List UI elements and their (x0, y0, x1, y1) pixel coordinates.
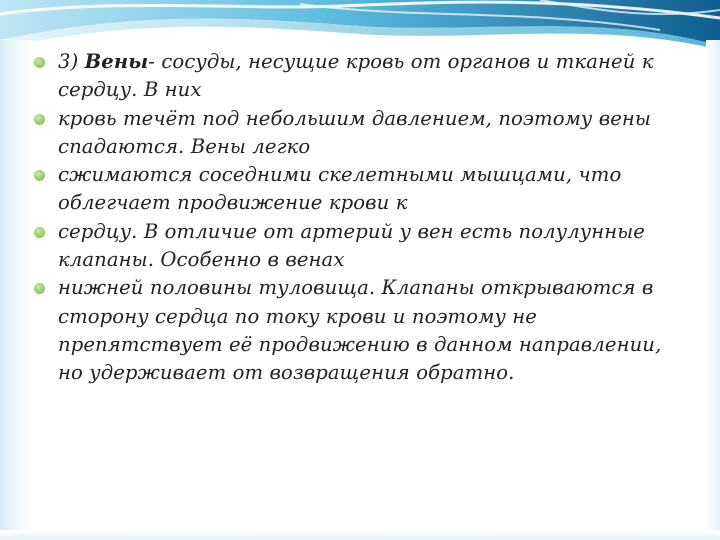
left-edge-shade (0, 40, 34, 540)
bullet-item (30, 218, 678, 275)
bullet-term: Вены (84, 50, 149, 73)
bullet-dot-icon (34, 283, 45, 294)
bullet-item (30, 48, 678, 105)
bullet-lead: 3) (58, 50, 85, 73)
bullet-text: кровь течёт под небольшим давлением, поэтому вены спадаются. Вены легко (58, 106, 651, 158)
bullet-list (30, 48, 678, 388)
right-edge-shade (706, 40, 720, 540)
bottom-edge-shade (0, 530, 720, 540)
bullet-text: - сосуды, несущие кровь от органов и тканей к сердцу. В них (58, 50, 654, 102)
bullet-item (30, 274, 678, 387)
bullet-item (30, 105, 678, 162)
bullet-dot-icon (34, 57, 45, 68)
bullet-dot-icon (34, 114, 45, 125)
bullet-item (30, 161, 678, 218)
bullet-dot-icon (34, 170, 45, 181)
bullet-text: сердцу. В отличие от артерий у вен есть полулунные клапаны. Особенно в венах (58, 219, 646, 272)
bullet-text: сжимаются соседними скелетными мышцами, что облегчает продвижение крови к (58, 163, 622, 215)
bullet-dot-icon (34, 227, 45, 238)
bullet-text: нижней половины туловища. Клапаны открываются в сторону сердца по току крови и поэтому не препятствует её продвижению в данном направлении, но удерживает от возвращения обратно. (58, 276, 662, 385)
